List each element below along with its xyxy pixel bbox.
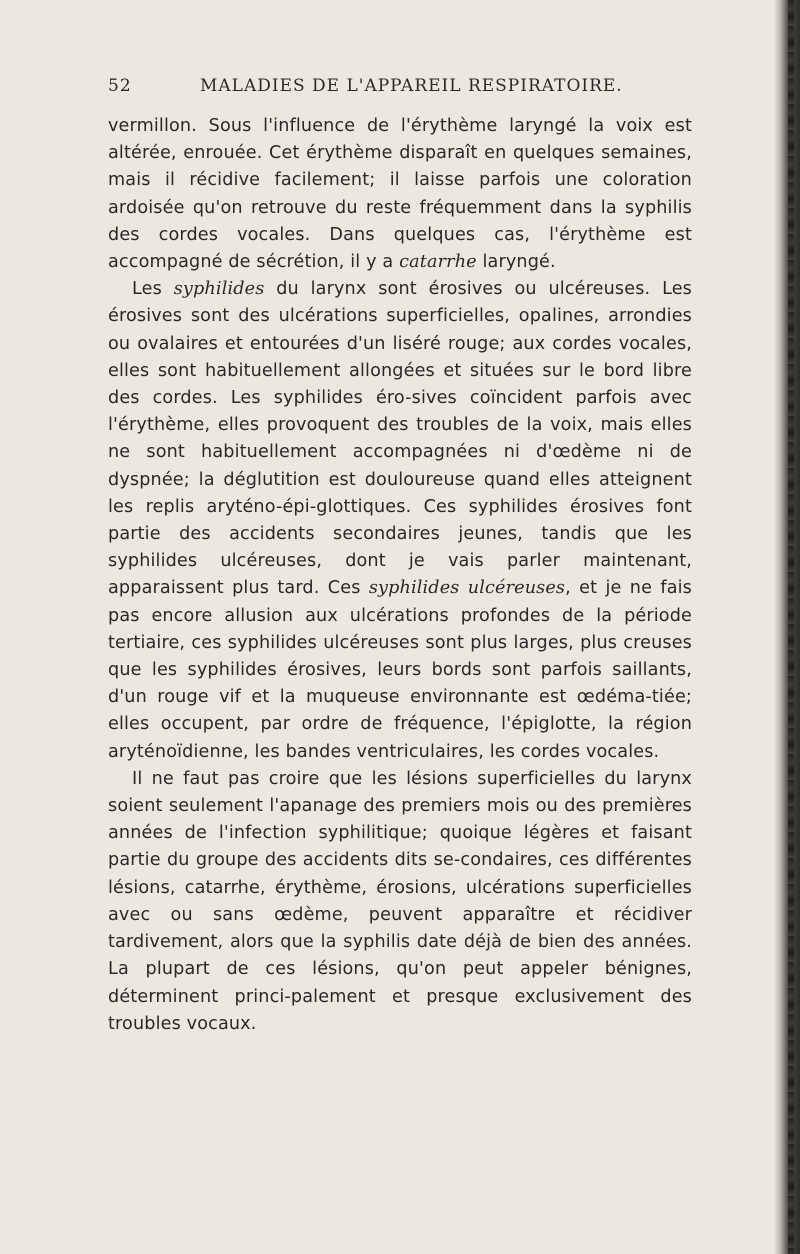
text-run: du larynx sont érosives ou ulcéreuses. Les érosives sont des ulcérations superficielles, opalines, arrondies ou ovalaires et entourées d'un liséré rouge; aux cordes vocales, elles sont habituellement allongées et situées sur le bord libre des cordes. Les syphilides éro-sives coïncident parfois avec l'érythème, elles provoquent des troubles de la voix, mais elles ne sont habituellement accompagnées ni d'œdème ni de dyspnée; la déglutition est douloureuse quand elles atteignent les replis aryténo-épi-glottiques. Ces syphilides érosives font partie des accidents secondaires jeunes, tandis que les syphilides ulcéreuses, dont je vais parler maintenant, apparaissent plus tard. Ces <box>108 279 693 599</box>
page-number: 52 <box>108 76 132 96</box>
paragraph <box>108 766 692 1038</box>
italic-term: syphilides ulcéreuses <box>368 578 566 599</box>
italic-term: catarrhe <box>399 252 477 273</box>
italic-term: syphilides <box>173 279 265 300</box>
page-edge-binding <box>788 0 794 1254</box>
running-head: MALADIES DE L'APPAREIL RESPIRATOIRE. <box>200 76 623 96</box>
text-run: , et je ne fais pas encore allusion aux ulcérations profondes de la période tertiaire, ces syphilides ulcéreuses sont plus larges, plus creuses que les syphilides érosives, leurs bords sont parfois saillants, d'un rouge vif et la muqueuse environnante est œdéma-tiée; elles occupent, par ordre de fréquence, l'épiglotte, la région aryténoïdienne, les bandes ventriculaires, les cordes vocales. <box>108 578 692 762</box>
page-edge-shadow <box>774 0 800 1254</box>
paragraph <box>108 113 692 276</box>
paragraph <box>108 276 692 766</box>
text-run: Il ne faut pas croire que les lésions superficielles du larynx soient seulement l'apanage des premiers mois ou des premières années de l'infection syphilitique; quoique légères et faisant partie du groupe des accidents dits se-condaires, ces différentes lésions, catarrhe, érythème, érosions, ulcérations superficielles avec ou sans œdème, peuvent apparaître et récidiver tardivement, alors que la syphilis date déjà de bien des années. La plupart de ces lésions, qu'on peut appeler bénignes, déterminent princi-palement et presque exclusivement des troubles vocaux. <box>108 768 692 1034</box>
body-text <box>108 113 692 1038</box>
text-run: vermillon. Sous l'influence de l'érythème laryngé la voix est altérée, enrouée. Cet érythème disparaît en quelques semaines, mais il récidive facilement; il laisse parfois une coloration ardoisée qu'on retrouve du reste fréquemment dans la syphilis des cordes vocales. Dans quelques cas, l'érythème est accompagné de sécrétion, il y a <box>108 116 692 273</box>
text-run: laryngé. <box>476 252 556 273</box>
text-run: Les <box>132 279 174 300</box>
page-header <box>108 76 678 106</box>
